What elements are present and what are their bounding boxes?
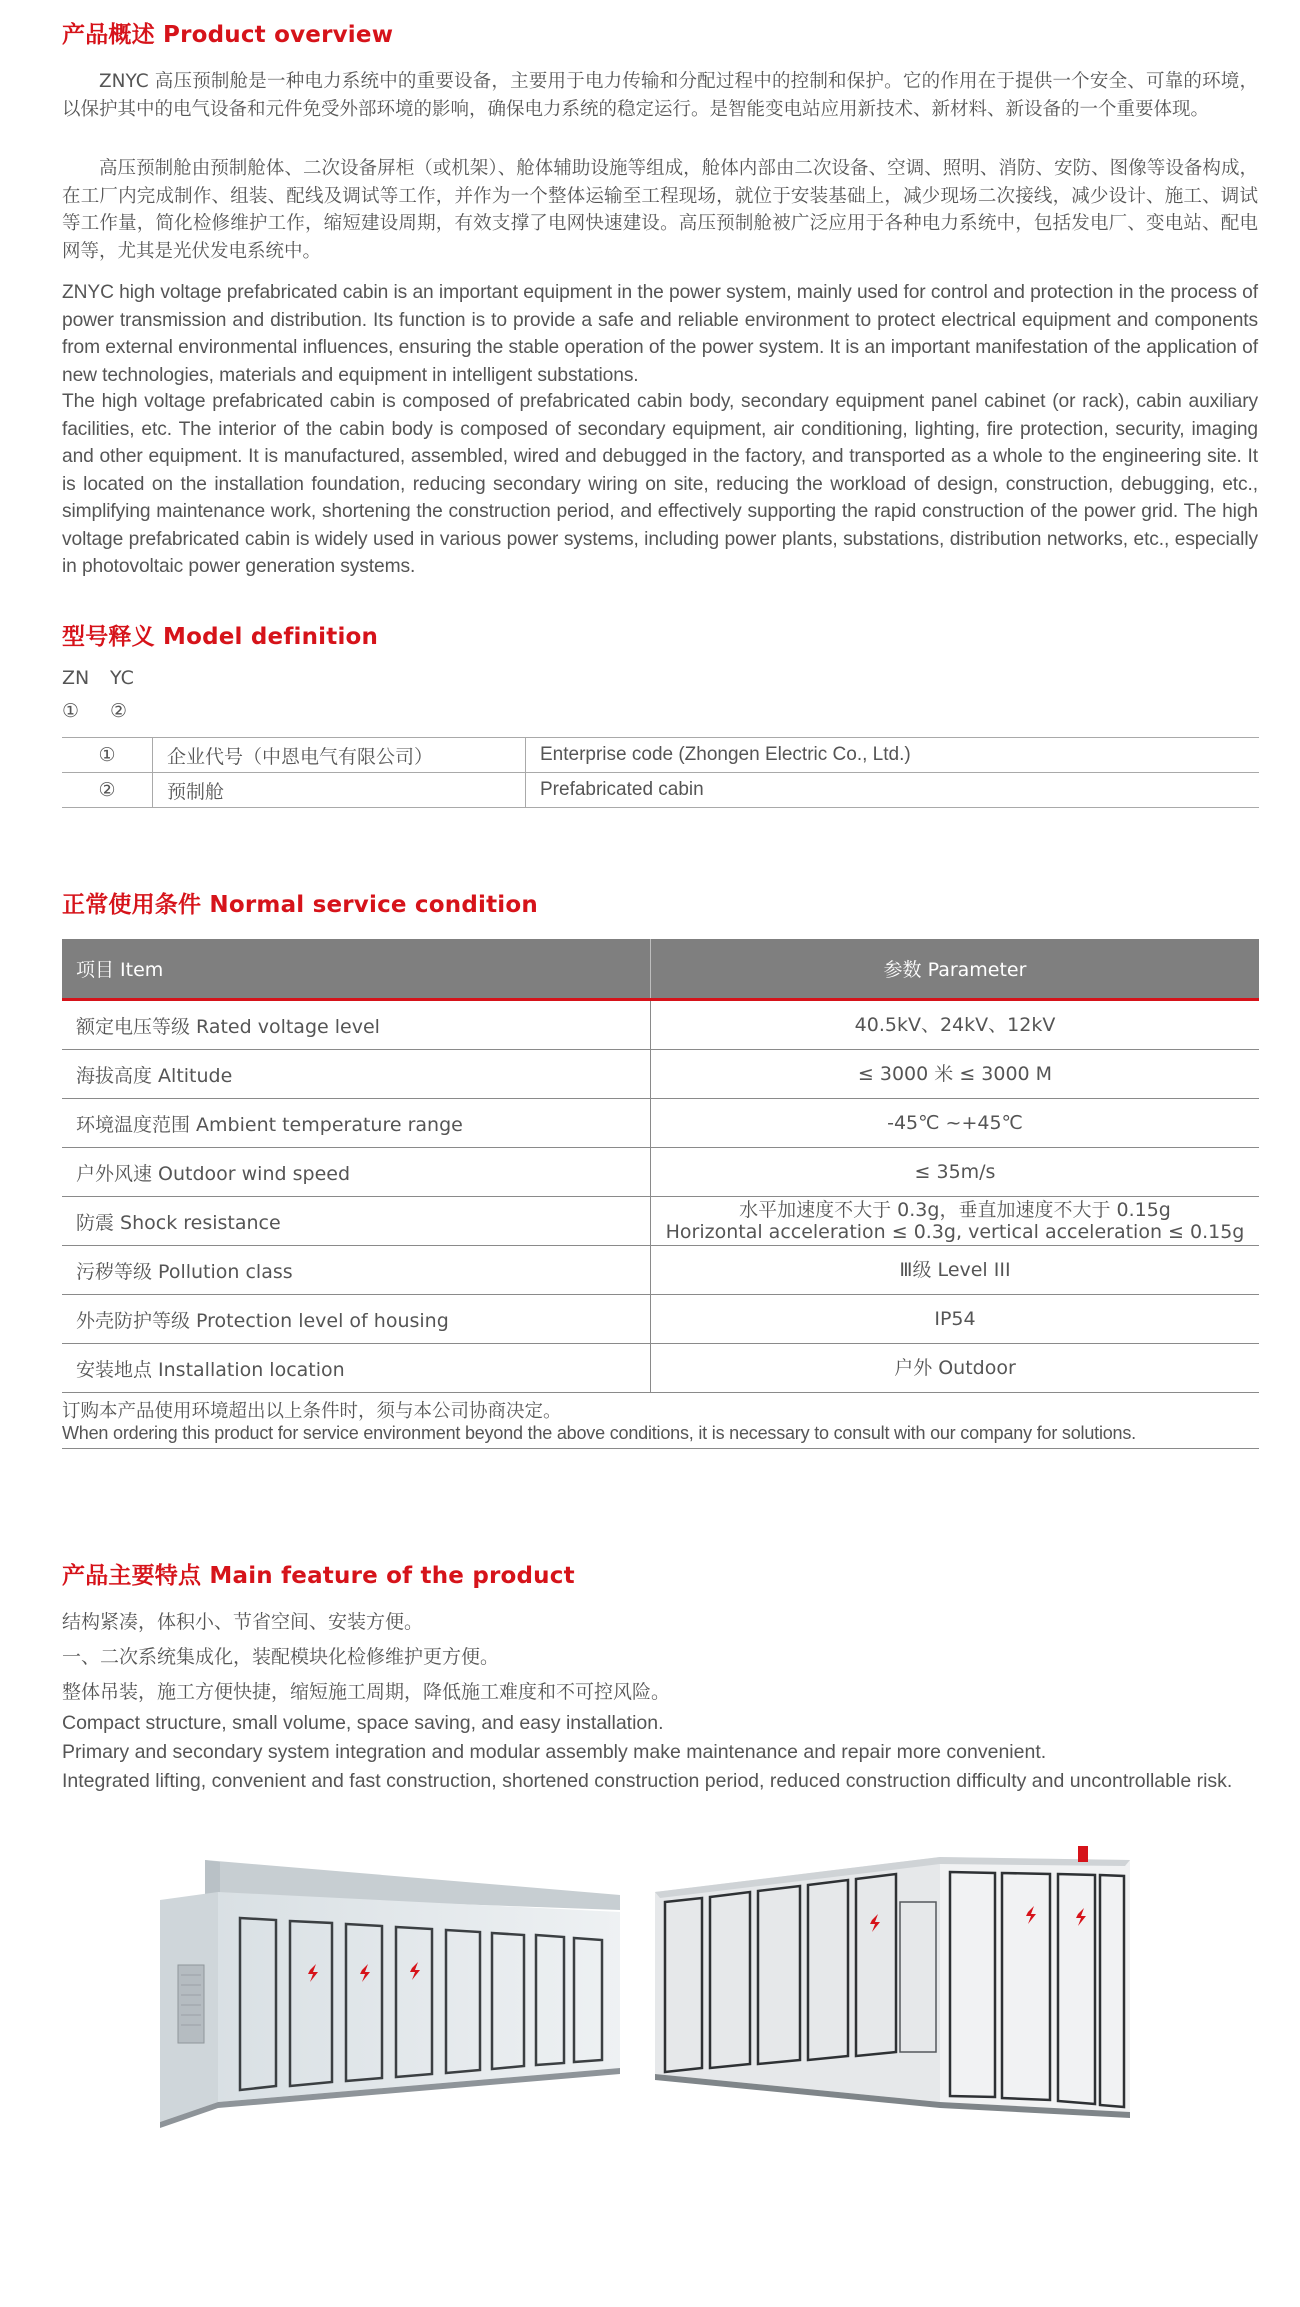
product-photo-cabin-left: [150, 1840, 640, 2140]
model-code-part: ZN: [62, 667, 90, 689]
model-definition-table: [62, 737, 1259, 808]
condition-value-two-line: [651, 1197, 1260, 1246]
table-row: [62, 1344, 1259, 1393]
feature-item: Compact structure, small volume, space saving, and easy installation.: [62, 1712, 664, 1734]
condition-item: 海拔高度 Altitude: [62, 1050, 651, 1099]
condition-value: -45℃ ~+45℃: [651, 1099, 1260, 1148]
condition-value: ≤ 3000 米 ≤ 3000 M: [651, 1050, 1260, 1099]
overview-title: 产品概述 Product overview: [62, 22, 394, 48]
conditions-title: 正常使用条件 Normal service condition: [62, 892, 538, 918]
cabin-side: [218, 1892, 620, 2102]
condition-note-cn: 订购本产品使用环境超出以上条件时，须与本公司协商决定。: [62, 1401, 562, 1422]
condition-item: 安装地点 Installation location: [62, 1344, 651, 1393]
divider: [62, 1448, 1259, 1449]
overview-en-paragraph-1: ZNYC high voltage prefabricated cabin is an important equipment in the power system, mainly used for control and protection in the process of power transmission and distribution. Its function is to provide a safe and reliable environment to protect electrical equipment and components from external environmental influences, ensuring the stable operation of the power system. It is an important manifestation of the application of new technologies, materials and equipment in intelligent substations.: [62, 282, 1258, 386]
product-photo-cabin-right: [650, 1842, 1140, 2142]
model-cn-desc: 企业代号（中恩电气有限公司）: [153, 738, 526, 773]
feature-item: 整体吊装，施工方便快捷，缩短施工周期，降低施工难度和不可控风险。: [62, 1681, 671, 1703]
condition-value: 40.5kV、24kV、12kV: [651, 1000, 1260, 1050]
condition-item: 污秽等级 Pollution class: [62, 1246, 651, 1295]
condition-value: ≤ 35m/s: [651, 1148, 1260, 1197]
table-row: [62, 1000, 1259, 1050]
table-row: [62, 1246, 1259, 1295]
table-row: [62, 773, 1259, 808]
model-mark: ①: [62, 738, 153, 773]
model-code: [62, 667, 158, 689]
condition-value: 水平加速度不大于 0.3g，垂直加速度不大于 0.15g: [739, 1199, 1171, 1221]
model-code-part: YC: [110, 667, 134, 689]
condition-value: 户外 Outdoor: [651, 1344, 1260, 1393]
condition-note-en: When ordering this product for service environment beyond the above conditions, it is necessary to consult with our company for solutions.: [62, 1423, 1136, 1443]
condition-value-en: Horizontal acceleration ≤ 0.3g, vertical acceleration ≤ 0.15g: [665, 1221, 1245, 1243]
header-parameter: 参数 Parameter: [651, 939, 1260, 1000]
table-row: [62, 1099, 1259, 1148]
table-row: [62, 1295, 1259, 1344]
table-row: [62, 1197, 1259, 1246]
overview-cn-paragraph-1: ZNYC 高压预制舱是一种电力系统中的重要设备，主要用于电力传输和分配过程中的控制和保护。它的作用在于提供一个安全、可靠的环境，以保护其中的电气设备和元件免受外部环境的影响，确保电力系统的稳定运行。是智能变电站应用新技术、新材料、新设备的一个重要体现。: [62, 71, 1258, 120]
table-row: [62, 738, 1259, 773]
service-condition-table: [62, 939, 1259, 1393]
condition-item: 外壳防护等级 Protection level of housing: [62, 1295, 651, 1344]
feature-item: 一、二次系统集成化，装配模块化检修维护更方便。: [62, 1646, 500, 1668]
air-conditioner: [178, 1965, 204, 2043]
table-header-row: [62, 939, 1259, 1000]
model-code-mark: ①: [62, 700, 80, 722]
overview-cn-paragraph-2: 高压预制舱由预制舱体、二次设备屏柜（或机架）、舱体辅助设施等组成，舱体内部由二次设备、空调、照明、消防、安防、图像等设备构成，在工厂内完成制作、组装、配线及调试等工作，并作为一个整体运输至工程现场，就位于安装基础上，减少现场二次接线，减少设计、施工、调试等工作量，简化检修维护工作，缩短建设周期，有效支撑了电网快速建设。高压预制舱被广泛应用于各种电力系统中，包括发电厂、变电站、配电网等，尤其是光伏发电系统中。: [62, 158, 1258, 262]
cabin-side: [940, 1857, 1130, 2112]
feature-item: Integrated lifting, convenient and fast construction, shortened construction period, reduced construction difficulty and uncontrollable risk.: [62, 1770, 1233, 1792]
condition-item: 环境温度范围 Ambient temperature range: [62, 1099, 651, 1148]
model-code-marks: [62, 700, 158, 722]
feature-item: 结构紧凑，体积小、节省空间、安装方便。: [62, 1611, 424, 1633]
model-en-desc: Enterprise code (Zhongen Electric Co., Ltd.): [526, 738, 1260, 773]
condition-value: Ⅲ级 Level III: [651, 1246, 1260, 1295]
header-item: 项目 Item: [62, 939, 651, 1000]
model-title: 型号释义 Model definition: [62, 624, 379, 650]
table-row: [62, 1148, 1259, 1197]
condition-value: IP54: [651, 1295, 1260, 1344]
condition-item: 防震 Shock resistance: [62, 1197, 651, 1246]
table-row: [62, 1050, 1259, 1099]
features-title: 产品主要特点 Main feature of the product: [62, 1563, 575, 1589]
model-mark: ②: [62, 773, 153, 808]
warning-light: [1078, 1846, 1088, 1862]
condition-item: 额定电压等级 Rated voltage level: [62, 1000, 651, 1050]
overview-en-paragraph-2: The high voltage prefabricated cabin is composed of prefabricated cabin body, secondary equipment panel cabinet (or rack), cabin auxiliary facilities, etc. The interior of the cabin body is composed of secondary equipment, air conditioning, lighting, fire protection, security, imaging and other equipment. It is manufactured, assembled, wired and debugged in the factory, and transported as a whole to the engineering site. It is located on the installation foundation, reducing secondary wiring on site, reducing the workload of design, construction, debugging, etc., simplifying maintenance work, shortening the construction period, and effectively supporting the rapid construction of the power grid. The high voltage prefabricated cabin is widely used in various power systems, including power plants, substations, distribution networks, etc., especially in photovoltaic power generation systems.: [62, 391, 1258, 577]
model-cn-desc: 预制舱: [153, 773, 526, 808]
model-code-mark: ②: [110, 700, 128, 722]
model-en-desc: Prefabricated cabin: [526, 773, 1260, 808]
condition-item: 户外风速 Outdoor wind speed: [62, 1148, 651, 1197]
feature-item: Primary and secondary system integration and modular assembly make maintenance and repair more convenient.: [62, 1741, 1047, 1763]
